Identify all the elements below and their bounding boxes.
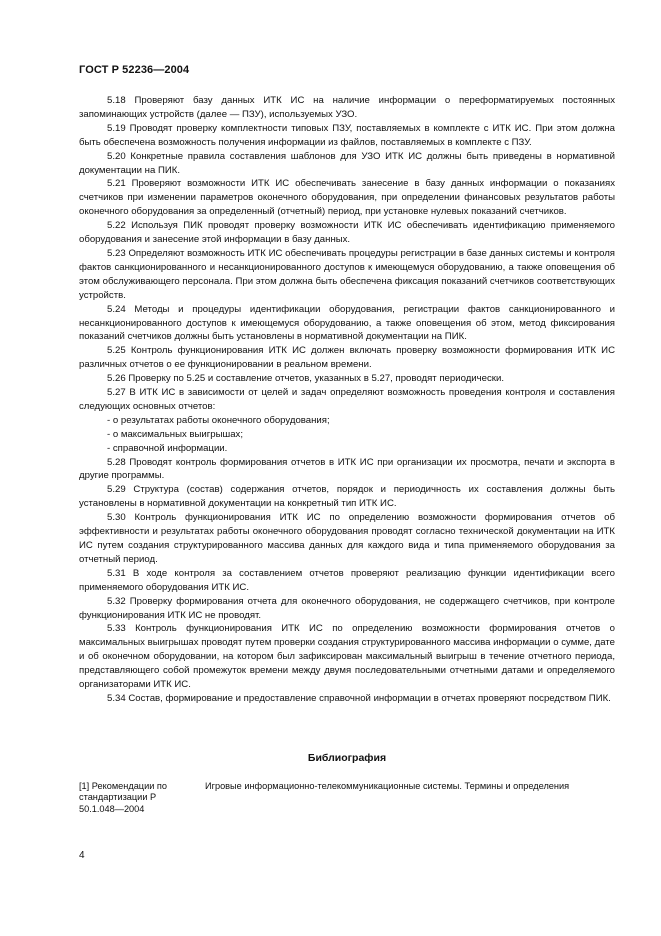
paragraph-number: 5.25 [107, 345, 126, 357]
paragraph-5-23 [79, 247, 615, 303]
paragraph-5-18 [79, 94, 615, 122]
paragraph-number: 5.20 [107, 150, 126, 162]
paragraph-number: 5.27 [107, 387, 126, 399]
paragraph-text: Используя ПИК проводят проверку возможности ИТК ИС обеспечивать идентификацию применяемого оборудования и занесение этой информации в базу данных. [79, 220, 615, 246]
paragraph-text: Проводят контроль формирования отчетов в ИТК ИС при организации их просмотра, печати и экспорта в другие программы. [79, 456, 615, 482]
page-number: 4 [79, 850, 85, 861]
paragraph-number: 5.28 [107, 456, 126, 468]
paragraph-number: 5.34 [107, 692, 126, 704]
paragraph-number: 5.22 [107, 220, 126, 232]
paragraph-number: 5.23 [107, 247, 126, 259]
paragraph-text: Структура (состав) содержания отчетов, порядок и периодичность их составления должны быть установлены в нормативной документации на конкретный тип ИТК ИС. [79, 484, 615, 510]
paragraph-number: 5.33 [107, 623, 126, 635]
paragraph-number: 5.21 [107, 178, 126, 190]
paragraph-text: Проверку по 5.25 и составление отчетов, указанных в 5.27, проводят периодически. [128, 373, 504, 385]
paragraph-5-19 [79, 122, 615, 150]
paragraph-text: Проверку формирования отчета для оконечного оборудования, не содержащего счетчиков, при контроле функционирования ИТК ИС не проводят. [79, 595, 615, 621]
paragraph-text: Определяют возможность ИТК ИС обеспечивать процедуры регистрации в базе данных системы и контроля фактов санкционированного и несанкционированного доступов к имеющемуся оборудованию, а также оповещения об этом обслуживающего персонала. При этом должна быть обеспечена фиксация показаний счетчиков соответствующих устройств. [79, 247, 615, 301]
paragraph-text: Конкретные правила составления шаблонов для УЗО ИТК ИС должны быть приведены в нормативной документации на ПИК. [79, 150, 615, 176]
paragraph-number: 5.29 [107, 484, 126, 496]
paragraph-text: Проводят проверку комплектности типовых ПЗУ, поставляемых в комплекте с ИТК ИС. При этом должна быть обеспечена возможность получения информации из файлов, поставляемых в комплекте с ПЗУ. [79, 122, 615, 148]
paragraph-5-33 [79, 622, 615, 692]
paragraph-text: Контроль функционирования ИТК ИС по определению возможности формирования отчетов о максимальных выигрышах проводят путем проверки создания структурированного массива информации о сумме, дате и об оконечном оборудовании, на котором был зафиксирован максимальный выигрыш в течение отчетного периода, представляющего собой промежуток времени между двумя последовательными отчетными датами и определяемого организаторами ИТК ИС. [79, 623, 615, 691]
paragraph-5-34 [79, 692, 615, 706]
paragraph-text: В ходе контроля за составлением отчетов проверяют реализацию функции идентификации всего применяемого оборудования ИТК ИС. [79, 567, 615, 593]
paragraph-5-20 [79, 150, 615, 178]
document-body [79, 94, 615, 706]
paragraph-text: Проверяют базу данных ИТК ИС на наличие информации о переформатируемых постоянных запоминающих устройств (далее — ПЗУ), используемых УЗО. [79, 95, 615, 120]
bibliography-reference: [1] Рекомендации по стандартизации Р 50.1.048—2004 [79, 781, 167, 814]
paragraph-5-30 [79, 511, 615, 567]
paragraph-5-22 [79, 219, 615, 247]
paragraph-5-21 [79, 177, 615, 219]
paragraph-number: 5.26 [107, 373, 126, 385]
paragraph-5-29 [79, 483, 615, 511]
paragraph-5-32 [79, 595, 615, 623]
paragraph-5-31 [79, 567, 615, 595]
paragraph-text: Контроль функционирования ИТК ИС по определению возможности формирования отчетов об эффективности и результатах работы оконечного оборудования проводят согласно технической документации на ИТК ИС путем создания структурированного массива данных для каждого вида и типа применяемого оборудования за отчетный период. [79, 512, 615, 565]
bibliography-title: Библиография [307, 752, 387, 764]
bibliography-description: Игровые информационно-телекоммуникационные системы. Термины и определения [205, 781, 570, 791]
paragraph-5-27 [79, 386, 615, 414]
paragraph-number: 5.24 [107, 303, 126, 315]
document-header: ГОСТ Р 52236—2004 [79, 64, 190, 76]
paragraph-5-28 [79, 456, 615, 484]
list-item: - справочной информации. [107, 442, 228, 454]
paragraph-text: Методы и процедуры идентификации оборудования, регистрации фактов санкционированного и несанкционированного доступов к имеющемуся оборудованию, а также оповещения об этом, метод фиксирования показаний счетчиков должны быть установлены в нормативной документации на ПИК. [79, 303, 615, 343]
list-item: - о результатах работы оконечного оборудования; [107, 414, 330, 426]
paragraph-text: Состав, формирование и предоставление справочной информации в отчетах проверяют посредством ПИК. [128, 692, 611, 704]
paragraph-5-25 [79, 344, 615, 372]
paragraph-text: Проверяют возможности ИТК ИС обеспечивать занесение в базу данных информации о показаниях счетчиков при изменении параметров оконечного оборудования, при определении финансовых результатов работы оконечного оборудования за определенный (отчетный) период, при установке нулевых показаний счетчиков. [79, 178, 615, 218]
paragraph-5-26 [79, 372, 615, 386]
paragraph-text: В ИТК ИС в зависимости от целей и задач определяют возможность проведения контроля и составления следующих основных отчетов: [79, 387, 615, 412]
paragraph-number: 5.32 [107, 595, 126, 607]
paragraph-text: Контроль функционирования ИТК ИС должен включать проверку возможности формирования ИТК ИС различных отчетов о ее функционировании в реальном времени. [79, 345, 616, 371]
paragraph-number: 5.18 [107, 95, 126, 106]
list-item: - о максимальных выигрышах; [107, 428, 244, 440]
paragraph-number: 5.31 [107, 567, 126, 579]
paragraph-5-24 [79, 303, 615, 345]
paragraph-number: 5.30 [107, 512, 126, 524]
paragraph-number: 5.19 [107, 122, 126, 134]
